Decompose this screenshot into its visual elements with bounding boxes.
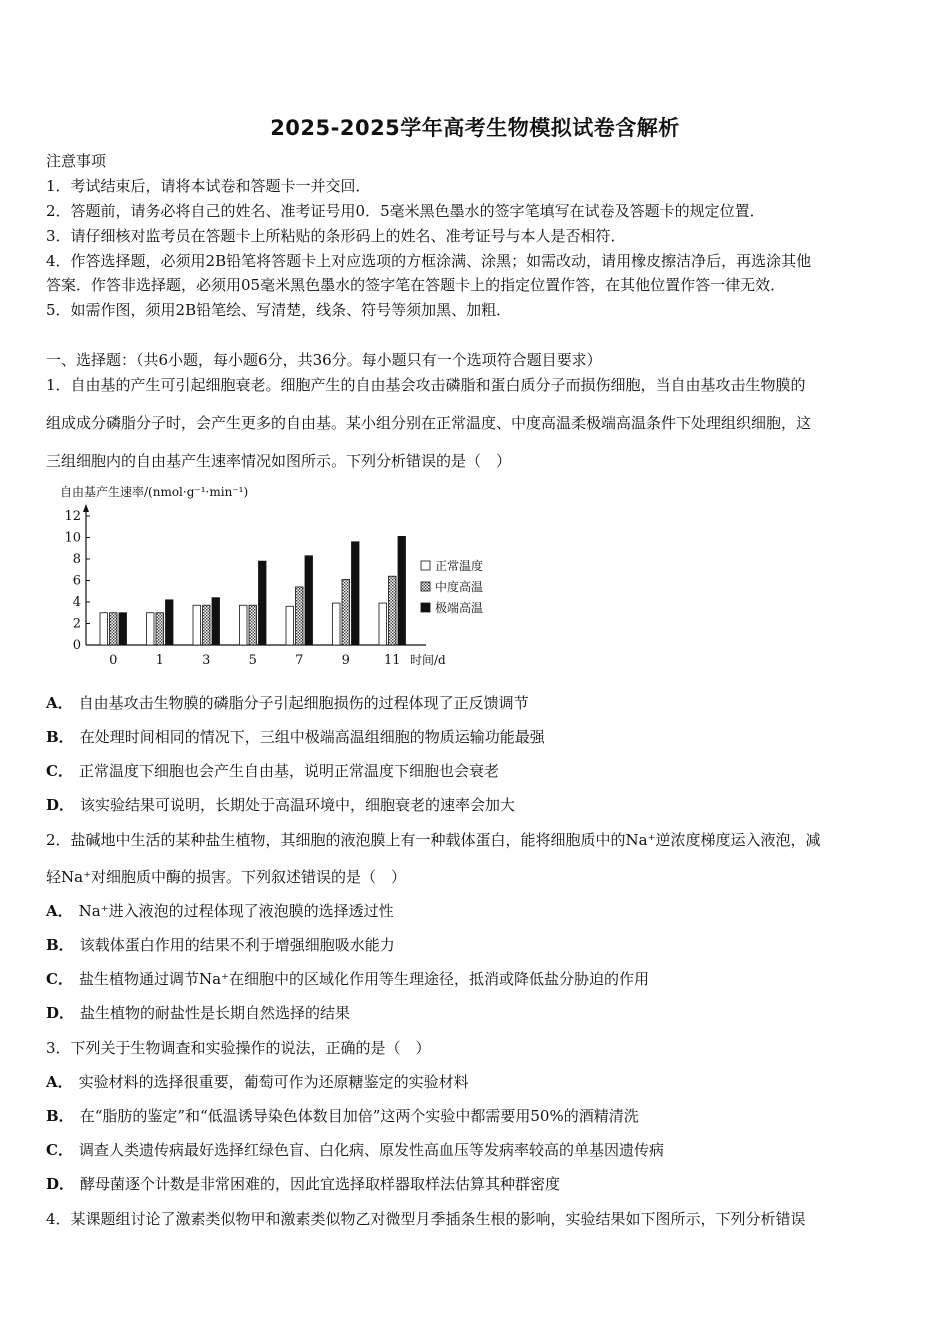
bar-white	[193, 605, 201, 645]
x-tick-label: 11	[383, 653, 401, 668]
q1-option-b	[46, 727, 545, 747]
bar-black	[119, 613, 127, 645]
bar-black	[212, 598, 220, 645]
option-letter: A．	[46, 902, 73, 920]
bar-chart	[56, 480, 484, 670]
option-letter: D．	[46, 796, 75, 814]
q1-option-a	[46, 693, 529, 713]
notice-item: 4．作答选择题，必须用2B铅笔将答题卡上对应选项的方框涂满、涂黑；如需改动，请用橡皮擦洁净后，再选涂其他	[46, 252, 812, 270]
x-tick-label: 3	[202, 653, 211, 668]
q1-stem: 组成成分磷脂分子时，会产生更多的自由基。某小组分别在正常温度、中度高温柔极端高温条件下处理组织细胞，这	[46, 414, 812, 432]
legend-swatch-dotted	[421, 582, 430, 591]
q3-stem: 3．下列关于生物调查和实验操作的说法，正确的是（ ）	[46, 1039, 431, 1057]
q1-chart	[56, 480, 484, 670]
notice-item: 2．答题前，请务必将自己的姓名、准考证号用0．5毫米黑色墨水的签字笔填写在试卷及答题卡的规定位置．	[46, 202, 765, 220]
option-text: 实验材料的选择很重要，葡萄可作为还原糖鉴定的实验材料	[78, 1073, 469, 1091]
option-text: 在处理时间相同的情况下，三组中极端高温组细胞的物质运输功能最强	[79, 728, 545, 746]
legend-swatch-white	[421, 561, 430, 570]
q3-option-c	[46, 1140, 664, 1160]
x-tick-label: 9	[341, 653, 350, 668]
legend-swatch-black	[421, 603, 430, 612]
option-letter: C．	[46, 1141, 73, 1159]
option-text: 在“脂肪的鉴定”和“低温诱导染色体数目加倍”这两个实验中都需要用50%的酒精清洗	[79, 1107, 639, 1125]
bar-black	[259, 561, 267, 645]
y-tick-label: 0	[72, 638, 81, 653]
option-letter: B．	[46, 936, 74, 954]
y-tick-label: 2	[72, 616, 81, 632]
option-text: 该实验结果可说明，长期处于高温环境中，细胞衰老的速率会加大	[80, 796, 516, 814]
bar-white	[379, 603, 387, 645]
q3-option-a	[46, 1072, 469, 1092]
q1-stem: 1．自由基的产生可引起细胞衰老。细胞产生的自由基会攻击磷脂和蛋白质分子而损伤细胞，当自由基攻击生物膜的	[46, 376, 806, 394]
legend-label: 正常温度	[435, 559, 484, 573]
bar-white	[147, 613, 155, 645]
y-tick-label: 10	[64, 530, 81, 546]
bar-black	[305, 556, 313, 645]
q4-stem: 4．某课题组讨论了激素类似物甲和激素类似物乙对微型月季插条生根的影响，实验结果如下图所示，下列分析错误	[46, 1210, 806, 1228]
option-text: Na⁺进入液泡的过程体现了液泡膜的选择透过性	[78, 902, 394, 920]
q2-option-a	[46, 901, 394, 921]
option-text: 盐生植物通过调节Na⁺在细胞中的区域化作用等生理途径，抵消或降低盐分胁迫的作用	[78, 970, 649, 988]
option-letter: A．	[46, 1073, 73, 1091]
q2-stem: 轻Na⁺对细胞质中酶的损害。下列叙述错误的是（ ）	[46, 868, 406, 886]
q2-option-c	[46, 969, 649, 989]
legend-label: 中度高温	[435, 580, 484, 594]
x-tick-label: 0	[109, 653, 118, 668]
notice-item: 1．考试结束后，请将本试卷和答题卡一并交回．	[46, 177, 371, 195]
x-axis-label: 时间/d	[410, 653, 446, 667]
bar-white	[333, 603, 341, 645]
y-tick-label: 4	[72, 595, 81, 610]
q3-option-b	[46, 1106, 639, 1126]
q3-option-d	[46, 1174, 560, 1194]
q1-stem: 三组细胞内的自由基产生速率情况如图所示。下列分析错误的是（ ）	[46, 452, 512, 470]
bar-white	[100, 613, 108, 645]
section-heading: 一、选择题：（共6小题，每小题6分，共36分。每小题只有一个选项符合题目要求）	[46, 351, 602, 369]
notice-item: 3．请仔细核对监考员在答题卡上所粘贴的条形码上的姓名、准考证号与本人是否相符．	[46, 227, 626, 245]
option-text: 自由基攻击生物膜的磷脂分子引起细胞损伤的过程体现了正反馈调节	[78, 694, 529, 712]
bar-dotted	[110, 613, 118, 645]
bar-black	[398, 536, 406, 645]
q1-option-c	[46, 761, 499, 781]
bar-dotted	[342, 579, 350, 645]
page-title: 2025-2025学年高考生物模拟试卷含解析	[270, 116, 680, 140]
bar-dotted	[156, 613, 164, 645]
option-letter: D．	[46, 1004, 75, 1022]
x-tick-label: 7	[295, 653, 304, 668]
bar-black	[166, 600, 174, 645]
option-letter: C．	[46, 970, 73, 988]
notice-heading: 注意事项	[46, 152, 107, 170]
bar-black	[352, 542, 360, 645]
option-letter: D．	[46, 1175, 75, 1193]
option-text: 正常温度下细胞也会产生自由基，说明正常温度下细胞也会衰老	[78, 762, 499, 780]
option-letter: C．	[46, 762, 73, 780]
y-tick-label: 6	[72, 573, 81, 589]
q2-stem: 2．盐碱地中生活的某种盐生植物，其细胞的液泡膜上有一种载体蛋白，能将细胞质中的Na⁺逆浓度梯度运入液泡，减	[46, 831, 821, 849]
legend-label: 极端高温	[435, 601, 484, 615]
bar-dotted	[296, 587, 304, 645]
bar-white	[240, 605, 248, 645]
y-tick-label: 12	[64, 509, 81, 524]
option-letter: B．	[46, 1107, 74, 1125]
option-letter: A．	[46, 694, 73, 712]
x-tick-label: 1	[155, 653, 164, 668]
option-text: 调查人类遗传病最好选择红绿色盲、白化病、原发性高血压等发病率较高的单基因遗传病	[78, 1141, 664, 1159]
notice-item: 5．如需作图，须用2B铅笔绘、写清楚，线条、符号等须加黑、加粗．	[46, 301, 512, 319]
q2-option-b	[46, 935, 395, 955]
option-text: 该载体蛋白作用的结果不利于增强细胞吸水能力	[79, 936, 395, 954]
q2-option-d	[46, 1003, 350, 1023]
y-axis-arrow	[83, 504, 89, 512]
q1-option-d	[46, 795, 515, 815]
y-tick-label: 8	[72, 552, 81, 567]
x-tick-label: 5	[248, 653, 257, 668]
bar-dotted	[389, 576, 397, 645]
bar-white	[286, 606, 294, 645]
bar-dotted	[249, 605, 257, 645]
option-letter: B．	[46, 728, 74, 746]
notice-item: 答案．作答非选择题，必须用05毫米黑色墨水的签字笔在答题卡上的指定位置作答，在其他位置作答一律无效．	[46, 276, 786, 294]
option-text: 盐生植物的耐盐性是长期自然选择的结果	[80, 1004, 351, 1022]
bar-dotted	[203, 605, 211, 645]
option-text: 酵母菌逐个计数是非常困难的，因此宜选择取样器取样法估算其种群密度	[80, 1175, 561, 1193]
y-axis-label: 自由基产生速率/(nmol·g⁻¹·min⁻¹)	[60, 485, 249, 499]
